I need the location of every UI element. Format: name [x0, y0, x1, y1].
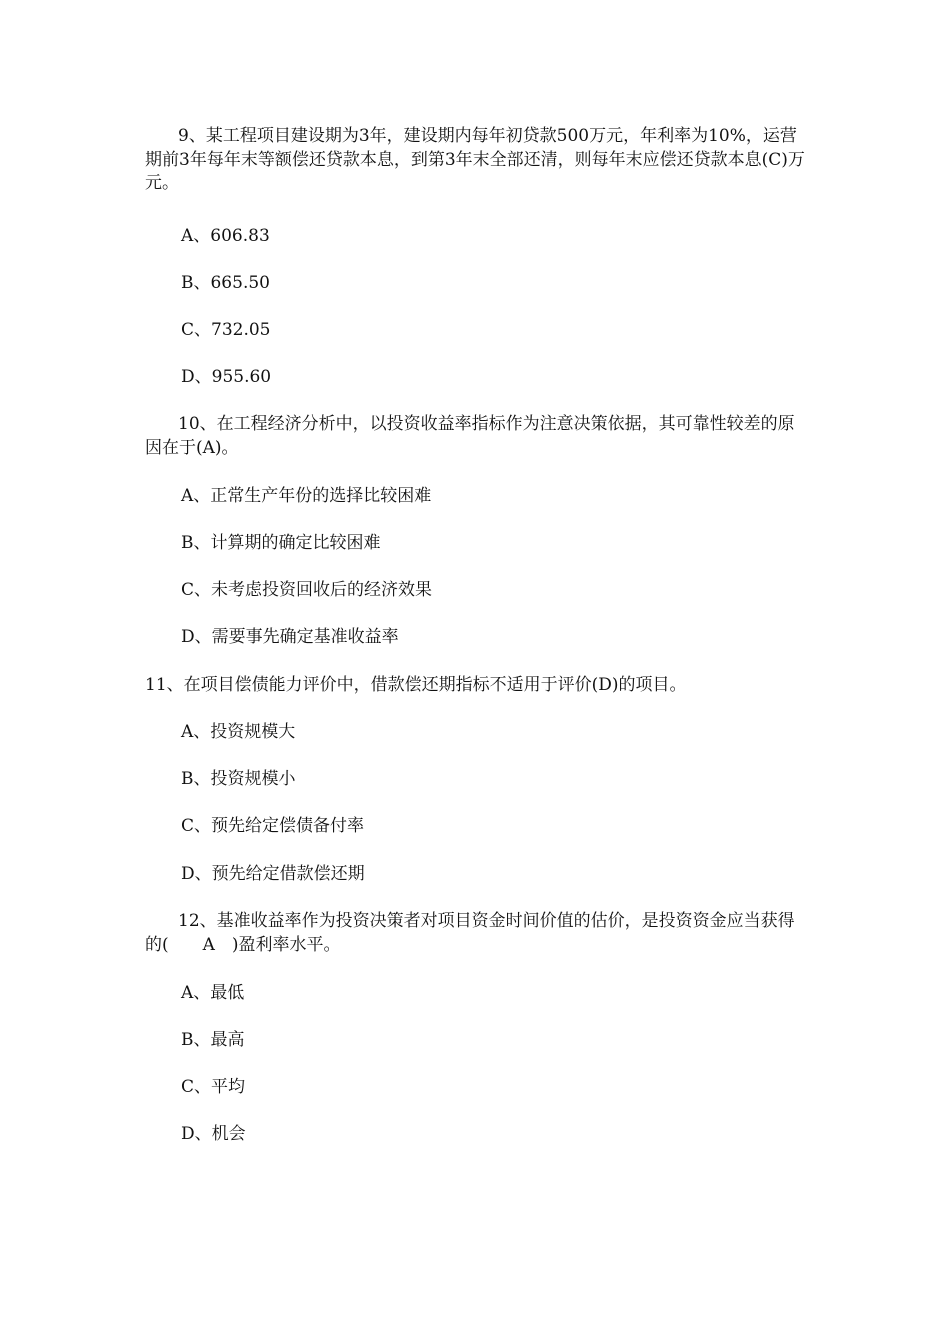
question-11-option-a: A、投资规模大: [181, 722, 296, 742]
question-10-option-d: D、需要事先确定基准收益率: [181, 627, 399, 647]
question-10-stem: 10、在工程经济分析中，以投资收益率指标作为注意决策依据，其可靠性较差的原因在于(A)。: [145, 414, 795, 458]
question-12-option-b: B、最高: [181, 1030, 245, 1050]
question-10-option-a: A、正常生产年份的选择比较困难: [181, 486, 432, 506]
question-9-option-d: D、955.60: [181, 367, 272, 387]
question-9-stem: 9、某工程项目建设期为3年，建设期内每年初贷款500万元，年利率为10%，运营期前3年每年末等额偿还贷款本息，到第3年末全部还清，则每年末应偿还贷款本息(C)万元。: [145, 126, 805, 193]
question-11-stem: 11、在项目偿债能力评价中，借款偿还期指标不适用于评价(D)的项目。: [145, 675, 687, 695]
question-11-option-c: C、预先给定偿债备付率: [181, 816, 365, 836]
question-12-stem: 12、基准收益率作为投资决策者对项目资金时间价值的估价，是投资资金应当获得的( A )盈利率水平。: [145, 911, 795, 955]
question-10-option-b: B、计算期的确定比较困难: [181, 533, 381, 553]
question-10-option-c: C、未考虑投资回收后的经济效果: [181, 580, 433, 600]
question-9-option-b: B、665.50: [181, 273, 270, 293]
question-9-option-a: A、606.83: [181, 226, 270, 246]
question-12-option-d: D、机会: [181, 1124, 246, 1144]
question-12-option-a: A、最低: [181, 983, 245, 1003]
question-11-option-b: B、投资规模小: [181, 769, 296, 789]
question-9-option-c: C、732.05: [181, 320, 271, 340]
question-11-option-d: D、预先给定借款偿还期: [181, 864, 365, 884]
question-12-option-c: C、平均: [181, 1077, 246, 1097]
